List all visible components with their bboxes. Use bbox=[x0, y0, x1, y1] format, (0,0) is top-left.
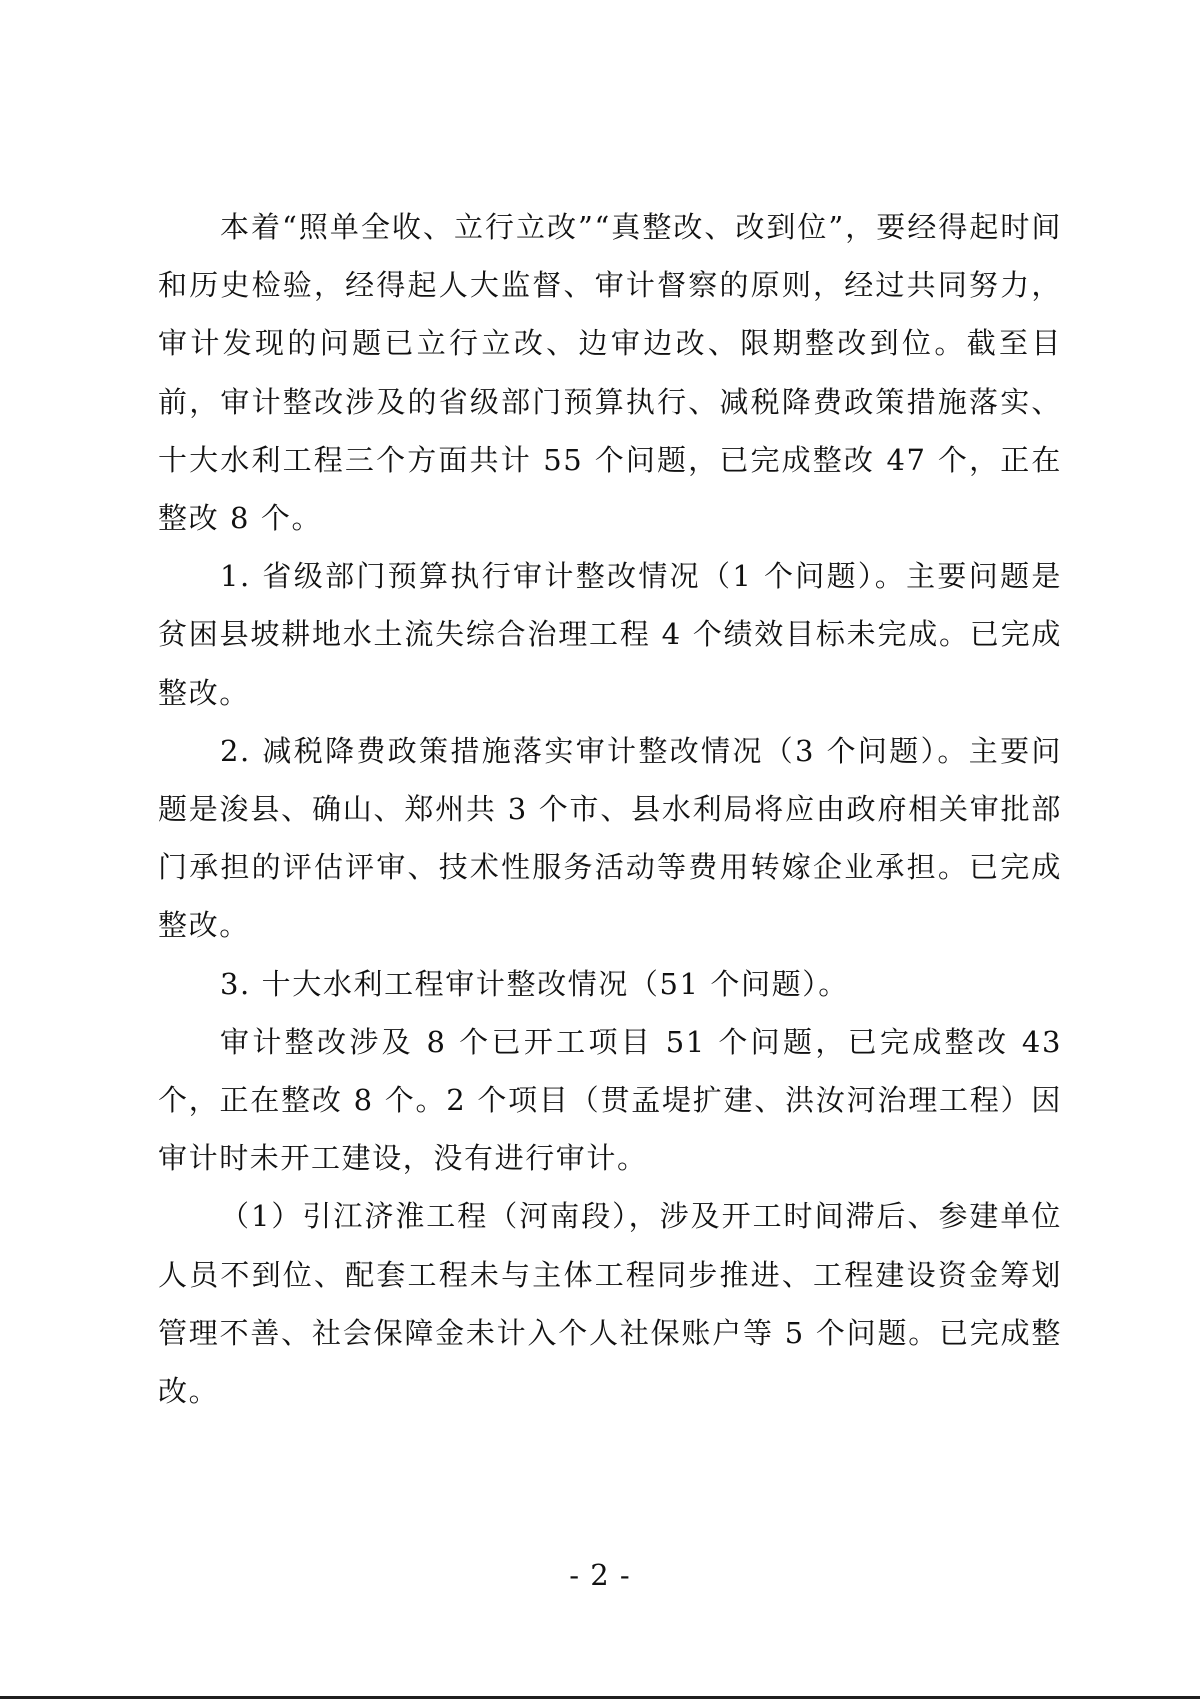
document-body bbox=[158, 198, 1062, 1420]
bottom-scan-rule bbox=[0, 1696, 1200, 1699]
paragraph-water-projects-summary: 审计整改涉及 8 个已开工项目 51 个问题，已完成整改 43 个，正在整改 8 个。2 个项目（贯孟堤扩建、洪汝河治理工程）因审计时未开工建设，没有进行审计。 bbox=[158, 1024, 1062, 1176]
page-number: - 2 - bbox=[569, 1558, 631, 1592]
paragraph-tax-fee-reduction: 2. 减税降费政策措施落实审计整改情况（3 个问题）。主要问题是浚县、确山、郑州共 3 个市、县水利局将应由政府相关审批部门承担的评估评审、技术性服务活动等费用转嫁企业承担。已完成整改。 bbox=[158, 733, 1062, 943]
paragraph-yangtze-huai-project: （1）引江济淮工程（河南段），涉及开工时间滞后、参建单位人员不到位、配套工程未与主体工程同步推进、工程建设资金筹划管理不善、社会保障金未计入个人社保账户等 5 个问题。已完成整改。 bbox=[158, 1199, 1062, 1409]
paragraph-provincial-budget: 1. 省级部门预算执行审计整改情况（1 个问题）。主要问题是贫困县坡耕地水土流失综合治理工程 4 个绩效目标未完成。已完成整改。 bbox=[158, 559, 1062, 710]
paragraph-rectification-summary: 本着“照单全收、立行立改”“真整改、改到位”，要经得起时间和历史检验，经得起人大监督、审计督察的原则，经过共同努力，审计发现的问题已立行立改、边审边改、限期整改到位。截至目前，审计整改涉及的省级部门预算执行、减税降费政策措施落实、十大水利工程三个方面共计 55 个问题，已完成整改 47 个，正在整改 8 个。 bbox=[158, 210, 1062, 536]
paragraph-water-projects-heading: 3. 十大水利工程审计整改情况（51 个问题）。 bbox=[220, 966, 849, 1001]
